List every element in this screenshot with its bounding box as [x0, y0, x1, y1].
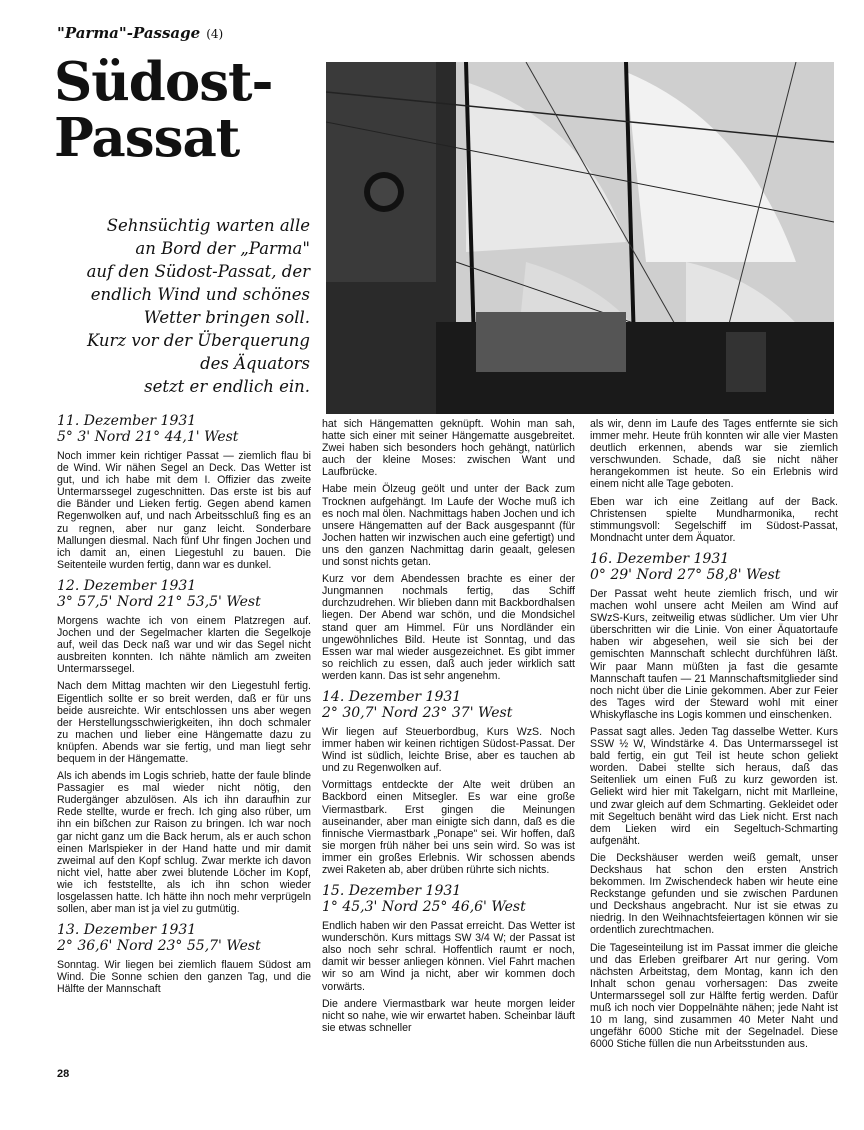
paragraph: Noch immer kein richtiger Passat — ziemlich flau bi de Wind. Wir nähen Segel an Deck. Das Wetter ist gut, und ich habe mit dem I. Offizier das zweite Untermarssegel zugeschnitten. Das erste ist bis auf die Bänder und Lieken fertig. Gegen abend kamen Regenwolken auf, und nach Arbeitsschluß fing es an zu regnen, aber nur ganz leicht. Sonderbare Mallungen diesmal. Nach fünf Uhr fingen Jochen und ich damit an, einen Liegestuhl zu bauen. Die Seitenteile wurden fertig, dann war es dunkel. [57, 450, 311, 571]
series-header [57, 24, 223, 42]
paragraph: Eben war ich eine Zeitlang auf der Back. Christensen spielte Mundharmonika, recht stimmungsvoll: Segelschiff im Südost-Passat, Mondnacht unter dem Äquator. [590, 495, 838, 544]
lead-line: Sehnsüchtig warten alle [106, 216, 310, 235]
entry-position: 0° 29' Nord 27° 58,8' West [590, 566, 781, 583]
paragraph: Kurz vor dem Abendessen brachte es einer der Jungmannen nochmals fertig, das Schiff durchzudrehen. Wir blieben dann mit Backbordhalsen liegen. Der Abend war schön, und die Mondsichel stand quer am Himmel. Für uns Nordländer ein ungewöhnliches Bild. Heute ist Sonntag, und das Essen war mal wieder ausgezeichnet. Es gibt immer so reichlich zu essen, daß auch jeder wirklich satt werden kann. Das ist sehr angenehm. [322, 573, 575, 682]
ship-rigging-illustration [326, 62, 834, 414]
article-title [54, 51, 324, 169]
paragraph: Die Tageseinteilung ist im Passat immer die gleiche und das Erleben greifbarer Art nur gering. Vom nächsten Arbeitstag, dem Montag, kann ich den Inhalt schon genau vorhersagen: Das zweite Untermarssegel soll zur Hälfte fertig werden. Dafür muß ich noch vier Doppelnähte nähen; jede Naht ist 10 m lang, sind zusammen 40 Meter Naht und ungefähr 6000 Stiche mit der Segelnadel. Diese 6000 Stiche füllen die nun Arbeitsstunden aus. [590, 941, 838, 1051]
series-title: "Parma"-Passage [57, 24, 201, 42]
paragraph: Nach dem Mittag machten wir den Liegestuhl fertig. Eigentlich sollte er so breit werden, daß er für uns beide ausreichte. Wir entschlossen uns aber wegen der Herstellungsschwierigkeiten, ihn doch schmaler zu machen und lieber eine Hängematte dazu zu knüpfen. Abends war sie fertig, und man liegt sehr bequem in der Hängematte. [57, 680, 311, 765]
sailing-ship-photo [326, 62, 834, 414]
paragraph: Vormittags entdeckte der Alte weit drüben an Backbord einen Mitsegler. Es war eine große Viermastbark. Erst gingen die Meinungen auseinander, aber man einigte sich dann, daß es die finnische Viermastbark „Ponape" sei. Wir hoffen, daß sie morgen früh näher bei uns sein wird. So was ist immer ein großes Erlebnis. Wir schossen abends zwei Raketen ab, aber drüben rührte sich nichts. [322, 779, 575, 876]
lead-line: endlich Wind und schönes [90, 285, 310, 304]
entry-date: 15. Dezember 1931 [322, 883, 462, 900]
paragraph: Habe mein Ölzeug geölt und unter der Back zum Trocknen aufgehängt. Im Laufe der Woche muß ich es noch mal ölen. Nachmittags haben Jochen und ich unsere Hängematten auf der Back ausgespannt (für Jochen hatten wir inzwischen auch eine gefertigt) und uns den ganzen Nachmittag darin geaalt, gelesen und sonst nichts getan. [322, 483, 575, 569]
entry-position: 2° 30,7' Nord 23° 37' West [322, 704, 513, 721]
lead-line: setzt er endlich ein. [144, 377, 310, 396]
entry-position: 5° 3' Nord 21° 44,1' West [57, 429, 239, 445]
paragraph: Der Passat weht heute ziemlich frisch, und wir machen wohl unsere acht Meilen am Wind auf SWzS-Kurs, zeitweilig etwas südlicher. Um vier Uhr überschritten wir die Linie. Von einer Äquatortaufe haben wir abgesehen, weil sie sich bei der gemischten Mannschaft schlecht durchführen läßt. Wir paar Mann müßten ja fast die gesamte Mannschaft taufen — 21 Mannschaftsmitglieder sind noch nicht über die Linie gekommen. Aber zur Feier des Tages wird der Steward wohl mit einer Whiskyflasche ins Logis kommen und einschenken. [590, 587, 838, 721]
lead-paragraph [60, 214, 310, 398]
lead-line: Kurz vor der Überquerung [86, 331, 310, 350]
paragraph: Die Deckshäuser werden weiß gemalt, unser Deckshaus hat schon den ersten Anstrich bekommen. Im Zwischendeck haben wir heute eine Reckstange gefunden und sie zwischen Pardunen und Deckshaus angebracht. Nur ist sie etwas zu niedrig. In den Weihnachtsfeiertagen können wir sie ordentlich zurechtmachen. [590, 851, 838, 937]
lead-line: auf den Südost-Passat, der [86, 262, 310, 281]
paragraph: hat sich Hängematten geknüpft. Wohin man sah, hatte sich einer mit seiner Hängematte ausgebreitet. Zwei haben sich besonders hoch gehängt, natürlich auch der kleine Moses: zwischen Want und Laufbrücke. [322, 418, 575, 479]
entry-date: 13. Dezember 1931 [57, 922, 197, 939]
lead-line: des Äquators [200, 354, 310, 373]
page-number: 28 [57, 1068, 70, 1080]
entry-date: 14. Dezember 1931 [322, 688, 462, 705]
entry-position: 1° 45,3' Nord 25° 46,6' West [322, 899, 526, 916]
paragraph: als wir, denn im Laufe des Tages entfernte sie sich immer mehr. Heute früh konnten wir alle vier Masten deutlich erkennen, abends war sie ziemlich verschwunden. Schade, daß sie nicht näher herangekommen ist heute. So ein Erlebnis wird einem nicht alle Tage geboten. [590, 418, 838, 491]
paragraph: Morgens wachte ich von einem Platzregen auf. Jochen und der Segelmacher klarten die Segelkoje auf, weil das Deck naß war und wir das Segel nicht ausbreiten konnten. Ich nähte nämlich am zweiten Untermarssegel. [57, 614, 311, 676]
entry-date: 11. Dezember 1931 [57, 413, 197, 429]
text-column-3 [590, 418, 838, 1055]
title-line-2: Passat [54, 107, 240, 169]
lead-line: an Bord der „Parma" [135, 239, 310, 258]
text-column-2 [322, 418, 575, 1039]
series-part: (4) [206, 27, 224, 41]
title-line-1: Südost- [54, 51, 273, 113]
paragraph: Wir liegen auf Steuerbordbug, Kurs WzS. Noch immer haben wir keinen richtigen Südost-Passat. Der Wind ist südlich, leichte Brise, aber es tauchen ab und zu Regenwolken auf. [322, 725, 575, 775]
entry-position: 2° 36,6' Nord 23° 55,7' West [57, 938, 261, 955]
paragraph: Endlich haben wir den Passat erreicht. Das Wetter ist wunderschön. Kurs mittags SW 3/4 W; der Passat ist also noch sehr schral. Hoffentlich raumt er noch, damit wir besser anliegen können. Viel Fahrt machen wir so am Wind ja nicht, aber wir kommen doch vorwärts. [322, 920, 575, 993]
text-column-1 [57, 414, 311, 1000]
entry-position: 3° 57,5' Nord 21° 53,5' West [57, 593, 261, 610]
paragraph: Die andere Viermastbark war heute morgen leider nicht so nahe, wie wir erwartet haben. Scheinbar läuft sie etwas schneller [322, 997, 575, 1034]
paragraph: Sonntag. Wir liegen bei ziemlich flauem Südost am Wind. Die Sonne schien den ganzen Tag, und die Hälfte der Mannschaft [57, 959, 311, 996]
paragraph: Als ich abends im Logis schrieb, hatte der faule blinde Passagier es mal wieder nicht nötig, den Rudergänger abzulösen. Als ich ihn daraufhin zur Rede stellte, wurde er frech. Ich ging also rüber, um ihn ein bißchen zur Raison zu bringen. Ich war noch gar nicht ganz um die Back herum, als er auch schon einen Marlspieker in der Hand hatte und mir damit zweimal auf den Kopf schlug. Zwar merkte ich davon nicht viel, hatte aber zwei blutende Löcher im Kopf, wie ich feststellte, als ich ihn schon wieder losgelassen hatte. Ich hätte ihn noch mehr verprügeln sollen, aber man ist ja viel zu gutmütig. [57, 770, 311, 916]
entry-date: 12. Dezember 1931 [57, 577, 197, 594]
lead-line: Wetter bringen soll. [143, 308, 310, 327]
paragraph: Passat sagt alles. Jeden Tag dasselbe Wetter. Kurs SSW ½ W, Windstärke 4. Das Untermarssegel ist bald fertig, ein gut Teil ist heute schon geliekt worden. Dabei stellte sich heraus, daß das Seitenliek um einen Fuß zu kurz geworden ist. Geliekt wird hier mit Takelgarn, nicht mit Marlleine, und zwar gleich auf dem Schmarting. Gekleidet oder mit Segeltuch benäht wird das Liek nicht. Erst nach dem Lieken wird ein Segeltuch-Schmarting aufgenäht. [590, 725, 838, 847]
entry-date: 16. Dezember 1931 [590, 550, 730, 567]
